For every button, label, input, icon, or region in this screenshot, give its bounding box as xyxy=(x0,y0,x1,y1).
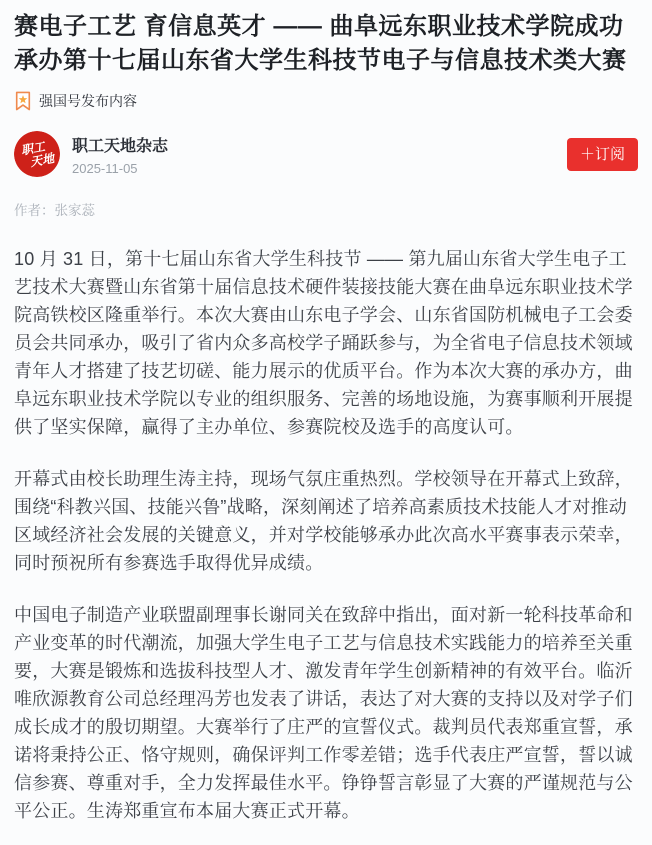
page-title: 赛电子工艺 育信息英才 —— 曲阜远东职业技术学院成功承办第十七届山东省大学生科技节电子与信息技术类大赛 xyxy=(14,13,627,74)
badge-label: 强国号发布内容 xyxy=(39,93,137,109)
source-badge xyxy=(14,90,638,112)
article-paragraph: 10 月 31 日，第十七届山东省大学生科技节 —— 第九届山东省大学生电子工艺技术大赛暨山东省第十届信息技术硬件装接技能大赛在曲阜远东职业技术学院高铁校区隆重举行。本次大赛由山东电子学会、山东省国防机械电子工会委员会共同承办，吸引了省内众多高校学子踊跃参与，为全省电子信息技术领域青年人才搭建了技艺切磋、能力展示的优质平台。作为本次大赛的承办方，曲阜远东职业技术学院以专业的组织服务、完善的场地设施，为赛事顺利开展提供了坚实保障，赢得了主办单位、参赛院校及选手的高度认可。 xyxy=(14,249,633,437)
publish-date: 2025-11-05 xyxy=(72,160,138,176)
bookmark-star-icon xyxy=(14,91,32,111)
author-row xyxy=(14,131,638,177)
article-body xyxy=(14,245,638,825)
author-info xyxy=(72,133,168,176)
article-paragraph: 开幕式由校长助理生涛主持，现场气氛庄重热烈。学校领导在开幕式上致辞，围绕“科教兴国、技能兴鲁”战略，深刻阐述了培养高素质技术技能人才对推动区域经济社会发展的关键意义，并对学校能够承办此次高水平赛事表示荣幸，同时预祝所有参赛选手取得优异成绩。 xyxy=(14,469,633,573)
article-paragraph: 中国电子制造产业联盟副理事长谢同关在致辞中指出，面对新一轮科技革命和产业变革的时代潮流，加强大学生电子工艺与信息技术实践能力的培养至关重要，大赛是锻炼和选拔科技型人才、激发青年学生创新精神的有效平台。临沂唯欣源教育公司总经理冯芳也发表了讲话，表达了对大赛的支持以及对学子们成长成才的殷切期望。大赛举行了庄严的宣誓仪式。裁判员代表郑重宣誓，承诺将秉持公正、恪守规则，确保评判工作零差错；选手代表庄严宣誓，誓以诚信参赛、尊重对手，全力发挥最佳水平。铮铮誓言彰显了大赛的严谨规范与公平公正。生涛郑重宣布本届大赛正式开幕。 xyxy=(14,605,633,821)
svg-text:职工: 职工 xyxy=(19,139,47,158)
svg-text:天地: 天地 xyxy=(29,151,56,170)
author-name[interactable]: 职工天地杂志 xyxy=(72,137,169,155)
author-avatar[interactable] xyxy=(14,131,60,177)
subscribe-button[interactable]: ＋订阅 xyxy=(567,138,638,171)
byline: 作者：张家蕊 xyxy=(14,203,95,218)
